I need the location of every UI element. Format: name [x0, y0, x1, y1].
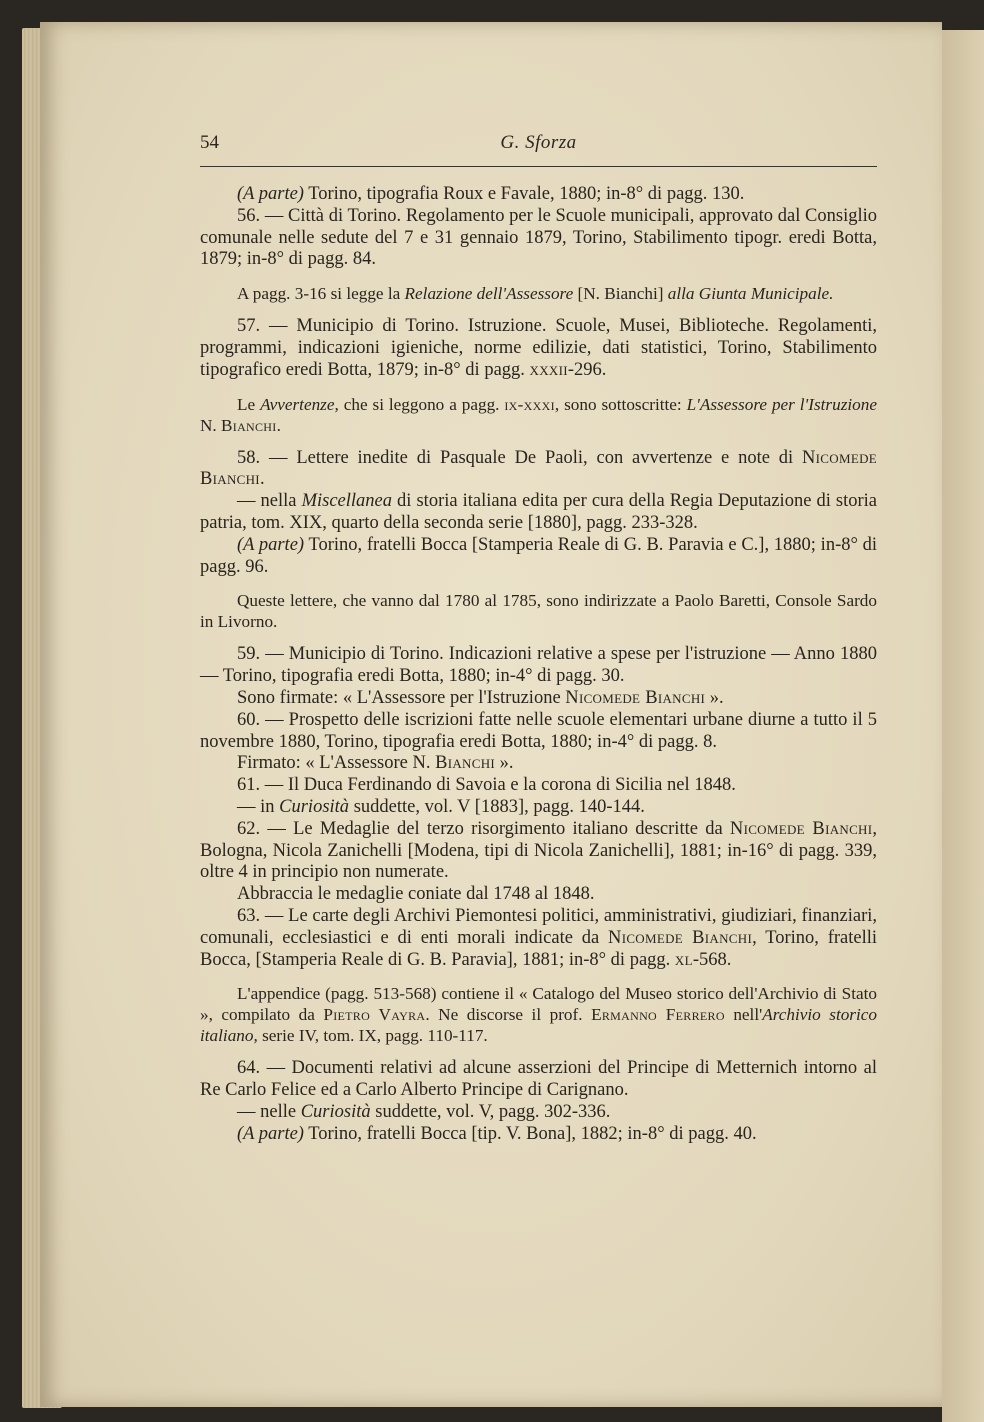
text-run: che si leggono a pagg. [338, 394, 505, 414]
text-run: suddette, vol. V, pagg. 302-336. [370, 1101, 611, 1122]
paragraph [200, 184, 877, 206]
paragraph [200, 753, 877, 775]
paragraph [200, 1102, 877, 1124]
small-caps-text: ix-xxxi [504, 394, 555, 414]
italic-text: L'Assessore per l'Istruzione [686, 394, 877, 414]
text-run: -568. [692, 949, 732, 970]
italic-text: alla Giunta Municipale. [667, 284, 834, 304]
paragraph [200, 688, 877, 710]
italic-text: (A parte) [237, 534, 305, 555]
text-run: 63. — Le carte degli Archivi Piemontesi politici, amministrativi, giudiziari, finanziari, comunali, ecclesiastici e di enti morali indicate da [200, 905, 877, 948]
text-run: , Torino, fratelli Bocca, [Stamperia Reale di G. B. Paravia], 1881; in-8° di pagg. [200, 927, 877, 970]
text-run: Le [237, 394, 261, 414]
paragraph [200, 775, 877, 797]
text-run: Torino, fratelli Bocca [tip. V. Bona], 1882; in-8° di pagg. 40. [303, 1123, 757, 1144]
text-run: — nelle [237, 1101, 301, 1122]
italic-text: Miscellanea [301, 491, 392, 512]
text-run: . Ne discorse il prof. [425, 1005, 592, 1025]
text-run: 56. — Città di Torino. Regolamento per le Scuole municipali, approvato dal Consiglio comunale nelle sedute del 7 e 31 gennaio 1879, Torino, Stabilimento tipogr. eredi Botta, 1879; in-8° di pagg. 84. [200, 205, 877, 270]
text-run: L'appendice (pagg. 513-568) contiene il « Catalogo del Museo storico dell'Archivio di Stato », compilato da [200, 984, 877, 1025]
text-run: ». [705, 687, 724, 708]
text-run: Firmato: « L'Assessore N. [237, 753, 436, 774]
small-caps-text: Nicomede Bianchi [565, 687, 706, 708]
small-caps-text: Nicomede Bianchi [608, 927, 753, 948]
paragraph-gap [200, 436, 877, 448]
paragraph [200, 1124, 877, 1146]
facing-page-strip [942, 30, 984, 1422]
small-caps-text: Bianchi [435, 753, 496, 774]
page-header [200, 132, 877, 167]
text-run: ». [495, 753, 514, 774]
text-run: Abbraccia le medaglie coniate dal 1748 al 1848. [237, 884, 595, 905]
paragraph [200, 535, 877, 579]
small-caps-text: xxxii [529, 359, 568, 380]
paragraph [200, 819, 877, 884]
paragraph [200, 448, 877, 492]
text-run: 64. — Documenti relativi ad alcune asserzioni del Principe di Metternich intorno al Re Carlo Felice ed a Carlo Alberto Principe di Carignano. [200, 1058, 877, 1101]
paragraph [200, 206, 877, 271]
text-run: Sono firmate: « L'Assessore per l'Istruzione [237, 687, 566, 708]
running-head: G. Sforza [500, 132, 577, 153]
italic-text: Curiosità [279, 796, 350, 817]
text-run: nell' [724, 1005, 763, 1025]
text-run: A pagg. 3-16 si legge la [237, 284, 405, 304]
paragraph [200, 797, 877, 819]
paragraph [200, 644, 877, 688]
text-run: [N. Bianchi] [573, 284, 668, 304]
italic-text: Relazione dell'Assessore [404, 284, 574, 304]
text-run: 61. — Il Duca Ferdinando di Savoia e la corona di Sicilia nel 1848. [237, 775, 736, 796]
paragraph [200, 884, 877, 906]
paragraph-gap [200, 632, 877, 644]
text-run: , Bologna, Nicola Zanichelli [Modena, tipi di Nicola Zanichelli], 1881; in-16° di pagg. 339, oltre 4 in principio non numerate. [200, 818, 877, 883]
text-run: — nella [237, 491, 302, 512]
paragraph [200, 906, 877, 971]
text-run: 57. — Municipio di Torino. Istruzione. Scuole, Musei, Biblioteche. Regolamenti, programmi, indicazioni igieniche, norme edilizie, dati statistici, Torino, Stabilimento tipografico eredi Botta, 1879; in-8° di pagg. [200, 316, 877, 380]
small-caps-text: Bianchi [221, 415, 277, 435]
paragraph-gap [200, 304, 877, 316]
small-caps-text: Pietro Vayra [323, 1005, 426, 1025]
text-run: — in [237, 796, 280, 817]
paragraph [200, 316, 877, 381]
small-caps-text: xl [674, 949, 693, 970]
text-run: -296. [567, 359, 607, 380]
paragraph-gap [200, 1046, 877, 1058]
note-paragraph [200, 394, 877, 436]
text-run: 62. — Le Medaglie del terzo risorgimento italiano descritte da [237, 818, 730, 839]
small-caps-text: Nicomede Bianchi [200, 447, 877, 490]
paragraph-gap [200, 578, 877, 590]
note-paragraph [200, 590, 877, 632]
text-run: 58. — Lettere inedite di Pasquale De Paoli, con avvertenze e note di [237, 447, 803, 468]
paragraph-gap [200, 382, 877, 394]
small-caps-text: Ermanno Ferrero [591, 1005, 725, 1025]
text-run: Torino, fratelli Bocca [Stamperia Reale di G. B. Paravia e C.], 1880; in-8° di pagg. 96. [200, 534, 877, 577]
text-run: di storia italiana edita per cura della Regia Deputazione di storia patria, tom. XIX, quarto della seconda serie [1880], pagg. 233-328. [200, 491, 877, 533]
page-number: 54 [200, 132, 219, 153]
paragraph [200, 710, 877, 754]
text-run: suddette, vol. V [1883], pagg. 140-144. [349, 796, 645, 817]
text-run: N. [200, 415, 222, 435]
paragraph-gap [200, 971, 877, 983]
text-run: . [276, 415, 281, 435]
text-run: Queste lettere, che vanno dal 1780 al 1785, sono indirizzate a Paolo Baretti, Console Sardo in Livorno. [200, 591, 877, 632]
italic-text: Curiosità [300, 1101, 371, 1122]
body-text [200, 184, 877, 1146]
italic-text: Archivio storico italiano, [200, 1005, 877, 1046]
italic-text: (A parte) [237, 184, 304, 204]
paragraph [200, 491, 877, 535]
note-paragraph [200, 283, 877, 304]
note-paragraph [200, 983, 877, 1046]
paragraph [200, 1058, 877, 1102]
text-run: 60. — Prospetto delle iscrizioni fatte nelle scuole elementari urbane diurne a tutto il 5 novembre 1880, Torino, tipografia eredi Botta, 1880; in-4° di pagg. 8. [200, 709, 877, 752]
small-caps-text: Nicomede Bianchi [729, 818, 873, 839]
paragraph-gap [200, 271, 877, 283]
text-run: . [259, 469, 265, 490]
italic-text: Avvertenze, [260, 394, 339, 414]
text-run: Torino, tipografia Roux e Favale, 1880; in-8° di pagg. 130. [303, 184, 745, 204]
text-run: serie IV, tom. IX, pagg. 110-117. [257, 1026, 488, 1046]
text-run: 59. — Municipio di Torino. Indicazioni relative a spese per l'istruzione — Anno 1880 — Torino, tipografia eredi Botta, 1880; in-4° di pagg. 30. [200, 644, 877, 687]
text-run: , sono sottoscritte: [554, 394, 687, 414]
italic-text: (A parte) [237, 1123, 304, 1144]
